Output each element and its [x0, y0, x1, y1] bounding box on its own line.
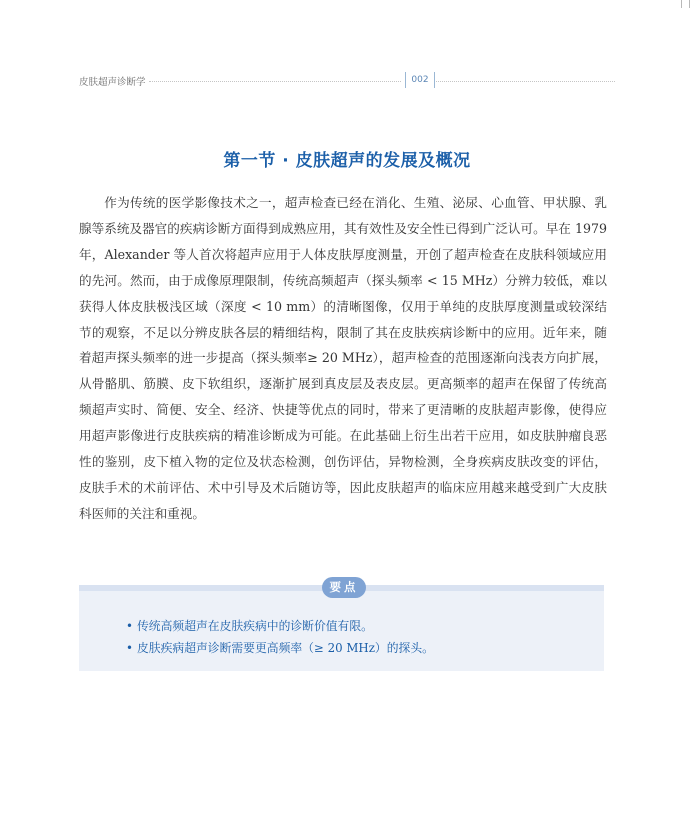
key-point-text: 皮肤疾病超声诊断需要更高频率（≥ 20 MHz）的探头。 — [137, 641, 434, 655]
body-paragraph: 作为传统的医学影像技术之一，超声检查已经在消化、生殖、泌尿、心血管、甲状腺、乳腺等系统及器官的疾病诊断方面得到成熟应用，其有效性及安全性已得到广泛认可。早在 1979 年，Alexander 等人首次将超声应用于人体皮肤厚度测量，开创了超声检查在皮肤科领域应用的先河。然而，由于成像原理限制，传统高频超声（探头频率 < 15 MHz）分辨力较低，难以获得人体皮肤极浅区域（深度 < 10 mm）的清晰图像，仅用于单纯的皮肤厚度测量或较深结节的观察，不足以分辨皮肤各层的精细结构，限制了其在皮肤疾病诊断中的应用。近年来，随着超声探头频率的进一步提高（探头频率≥ 20 MHz），超声检查的范围逐渐向浅表方向扩展，从骨骼肌、筋膜、皮下软组织，逐渐扩展到真皮层及表皮层。更高频率的超声在保留了传统高频超声实时、简便、安全、经济、快捷等优点的同时，带来了更清晰的皮肤超声影像，使得应用超声影像进行皮肤疾病的精准诊断成为可能。在此基础上衍生出若干应用，如皮肤肿瘤良恶性的鉴别，皮下植入物的定位及状态检测，创伤评估，异物检测，全身疾病皮肤改变的评估，皮肤手术的术前评估、术中引导及术后随访等，因此皮肤超声的临床应用越来越受到广大皮肤科医师的关注和重视。 — [79, 195, 607, 521]
key-point-text: 传统高频超声在皮肤疾病中的诊断价值有限。 — [137, 619, 373, 633]
key-points-box — [79, 580, 604, 671]
key-point-item — [126, 637, 434, 659]
header-rule — [149, 81, 401, 82]
crop-mark — [689, 0, 690, 8]
key-point-item — [126, 615, 434, 637]
running-head — [79, 72, 615, 90]
bullet-icon: • — [126, 619, 133, 633]
page-number: 002 — [405, 72, 435, 88]
crop-mark — [681, 0, 682, 8]
section-title: 第一节 · 皮肤超声的发展及概况 — [223, 151, 471, 171]
bullet-icon: • — [126, 641, 133, 655]
book-title: 皮肤超声诊断学 — [79, 77, 146, 88]
key-points-list — [126, 615, 434, 659]
header-rule — [436, 81, 615, 82]
key-points-badge: 要点 — [322, 577, 366, 598]
